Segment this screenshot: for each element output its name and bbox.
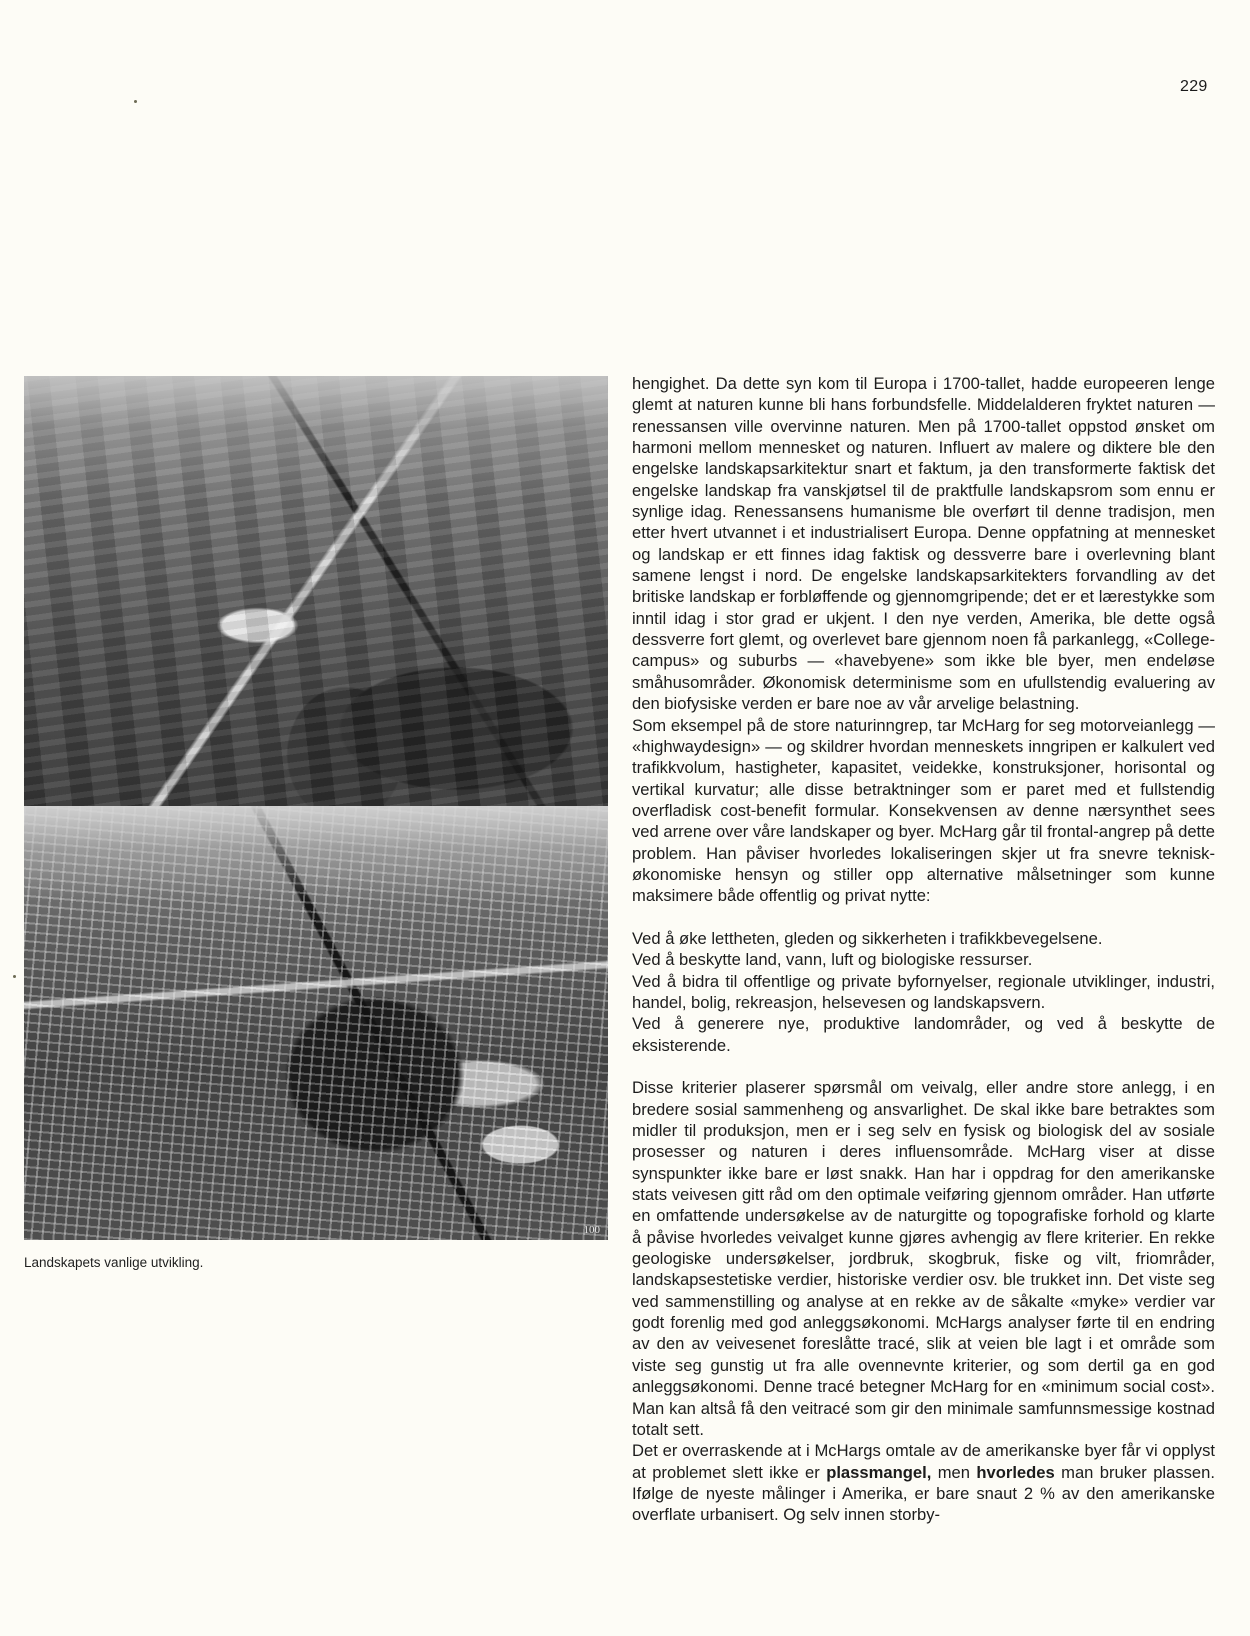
body-paragraph [632, 1440, 1215, 1525]
criteria-list-item: Ved å bidra til offentlige og private byfornyelser, regionale utviklinger, industri, handel, bolig, rekreasjon, helsevesen og landskapsvern. [632, 971, 1215, 1012]
text-run: men [931, 1462, 977, 1482]
text-run: Det er overraskende at i McHargs omtale av de amerikanske byer får vi opplyst at problemet slett ikke er [632, 1441, 1215, 1482]
body-paragraph: Disse kriterier plaserer spørsmål om veivalg, eller andre store anlegg, i en bredere sosial sammenheng og ansvarlighet. De skal ikke bare betraktes som midler til produksjon, men er i seg selv en fysisk og biologisk del av sosiale prosesser og naturen i deres influensområde. McHarg viser at disse synspunkter ikke bare er løst snakk. Han har i oppdrag for den amerikanske stats veivesen gitt råd om den optimale veiføring gjennom områder. Han utførte en omfattende undersøkelse av de naturgitte og topografiske forhold og klarte å påvise hvorledes veivalget kunne gjøres avhengig av flere kriterier. En rekke geologiske undersøkelser, jordbruk, skogbruk, fiske og vilt, friområder, landskapsestetiske verdier, historiske verdier osv. ble trukket inn. Det viste seg ved sammenstilling og analyse at en rekke av de såkalte «myke» verdier var godt forenlig med god anleggsøkonomi. McHargs analyser førte til en endring av den av veivesenet foreslåtte tracé, slik at veien ble lagt i et område som viste seg gunstig ut fra alle ovennevnte kriterier, og som dertil ga en god anleggsøkonomi. Denne tracé betegner McHarg for en «minimum social cost». Man kan altså få den veitracé som gir den minimale samfunnsmessige kostnad totalt sett. [632, 1078, 1215, 1439]
criteria-list-item: Ved å generere nye, produktive landområder, og ved å beskytte de eksisterende. [632, 1014, 1215, 1055]
photo-number-label: 100 [583, 1224, 600, 1236]
text-run: man bruker plassen. Ifølge de nyeste målinger i Amerika, er bare snaut 2 % av den amerikanske overflate urbanisert. Og selv innen storby- [632, 1462, 1215, 1525]
aerial-photo-suburbs [24, 806, 608, 1240]
paragraph-gap [632, 907, 1215, 928]
body-paragraph: Som eksempel på de store naturinngrep, tar McHarg for seg motorveianlegg — «highwaydesign» — og skildrer hvordan menneskets inngripen er kalkulert ved trafikkvolum, hastigheter, kapasitet, veidekke, konstruksjoner, horisontal og vertikal kurvatur; alle disse betraktninger som er paret med et fullstendig overfladisk cost-benefit formular. Konsekvensen av denne nærsynthet sees ved arrene over våre landskaper og byer. McHarg går til frontal-angrep på dette problem. Han påviser hvorledes lokaliseringen skjer ut fra snevre teknisk-økonomiske hensyn og stiller opp alternative målsetninger som kunne maksimere både offentlig og privat nytte: [632, 715, 1215, 906]
criteria-list [632, 928, 1215, 1056]
print-speck [134, 100, 137, 103]
emphasis-plassmangel: plassmangel, [826, 1462, 932, 1482]
paragraph-gap [632, 1056, 1215, 1077]
aerial-photo-farmland [24, 376, 608, 806]
criteria-list-item: Ved å øke lettheten, gleden og sikkerheten i trafikkbevegelsene. [632, 928, 1103, 948]
body-text-column [632, 373, 1215, 1526]
body-paragraph: hengighet. Da dette syn kom til Europa i 1700-tallet, hadde europeeren lenge glemt at naturen kunne bli hans forbundsfelle. Middelalderen fryktet naturen — renessansen ville overvinne naturen. Men på 1700-tallet oppstod ønsket om harmoni mellom mennesket og naturen. Influert av malere og diktere ble den engelske landskapsarkitektur snart et faktum, ja den transformerte faktisk det engelske landskap fra vanskjøtsel til de praktfulle landskapsrom som ennu er synlige idag. Renessansens humanisme ble overført til denne tradisjon, men etter hvert utvannet i et industrialisert Europa. Denne oppfatning at mennesket og landskap er ett finnes idag faktisk og dessverre bare i overlevning blant samene lengst i nord. De engelske landskapsarkitekters forvandling av det britiske landskap er forbløffende og gjennomgripende; det er et lærestykke som inntil idag i stor grad er ukjent. I den nye verden, Amerika, ble dette også dessverre fort glemt, og overlevet bare gjennom noen få parkanlegg, «College-campus» og suburbs — «havebyene» som ikke ble byer, men endeløse småhusområder. Økonomisk determinisme som en ufullstendig evaluering av den biofysiske verden er bare noe av vår arvelige belastning. [632, 374, 1215, 714]
criteria-list-item: Ved å beskytte land, vann, luft og biologiske ressurser. [632, 950, 1033, 970]
print-speck [13, 975, 16, 978]
figure-caption: Landskapets vanlige utvikling. [24, 1255, 204, 1270]
page-number: 229 [1180, 78, 1208, 95]
emphasis-hvorledes: hvorledes [976, 1462, 1055, 1482]
